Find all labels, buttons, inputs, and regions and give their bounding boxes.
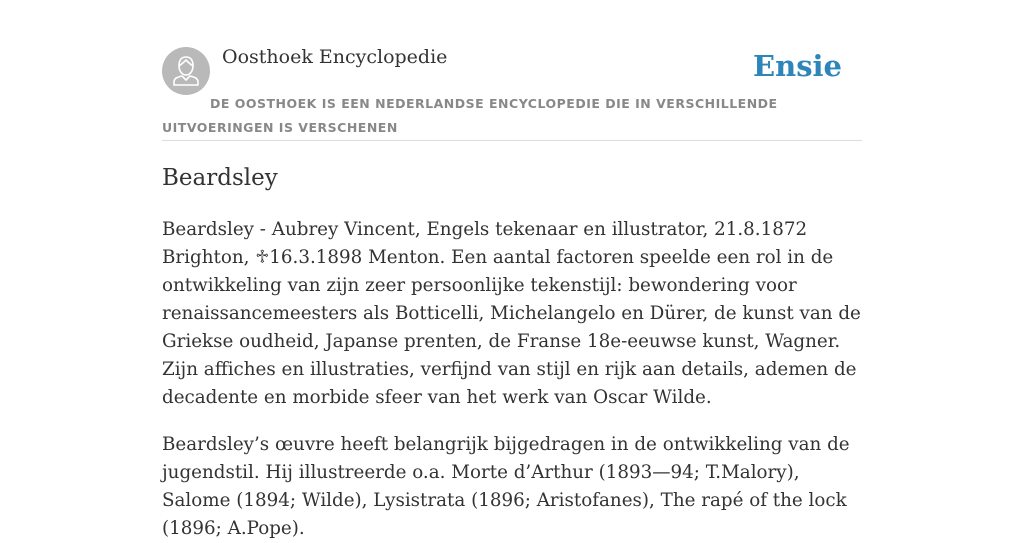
source-tagline: DE OOSTHOEK IS EEN NEDERLANDSE ENCYCLOPEDIE DIE IN VERSCHILLENDE UITVOERINGEN IS VERSCHENEN bbox=[162, 96, 778, 135]
article bbox=[162, 162, 862, 543]
brand-logo[interactable]: Ensie bbox=[753, 49, 842, 83]
source-header bbox=[162, 40, 862, 141]
article-title: Beardsley bbox=[162, 165, 278, 191]
source-name[interactable]: Oosthoek Encyclopedie bbox=[222, 46, 448, 68]
user-icon[interactable] bbox=[162, 47, 210, 95]
article-paragraph: Beardsley’s œuvre heeft belangrijk bijgedragen in de ontwikkeling van de jugendstil. Hij illustreerde o.a. Morte d’Arthur (1893—94; T.Malory), Salome (1894; Wilde), Lysistrata (1896; Aristofanes), The rapé of the lock (1896; A.Pope). bbox=[162, 434, 850, 539]
article-paragraph: Beardsley - Aubrey Vincent, Engels tekenaar en illustrator, 21.8.1872 Brighton, ♱16.3.1898 Menton. Een aantal factoren speelde een rol in de ontwikkeling van zijn zeer persoonlijke tekenstijl: bewondering voor renaissancemeesters als Botticelli, Michelangelo en Dürer, de kunst van de Griekse oudheid, Japanse prenten, de Franse 18e-eeuwse kunst, Wagner. Zijn affiches en illustraties, verfijnd van stijl en rijk aan details, ademen de decadente en morbide sfeer van het werk van Oscar Wilde. bbox=[162, 219, 861, 408]
